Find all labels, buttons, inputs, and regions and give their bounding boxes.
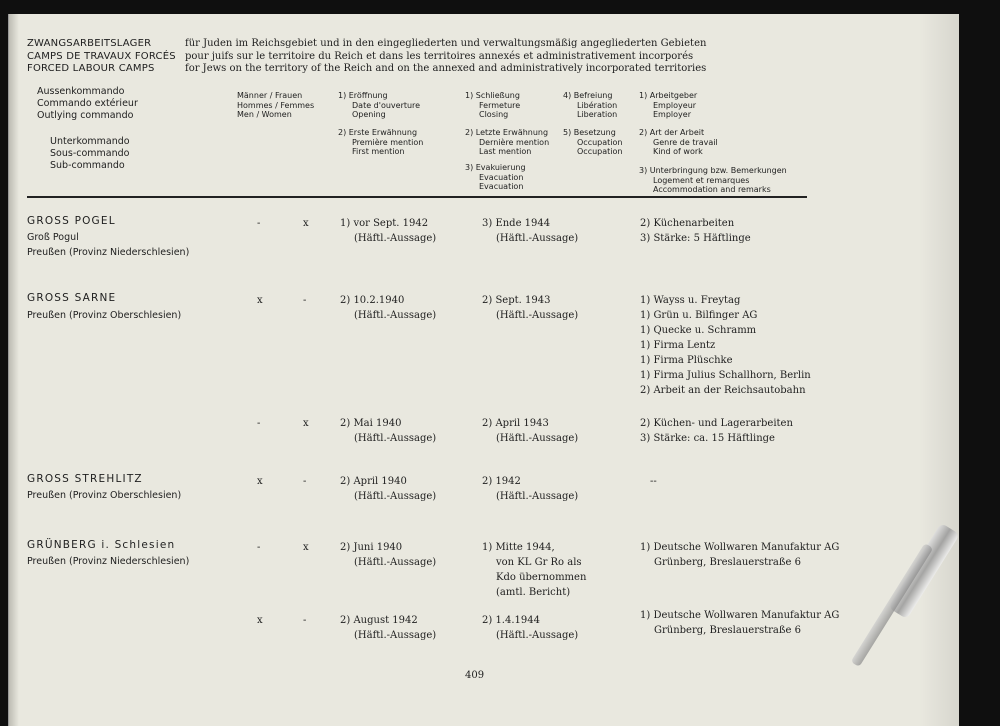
header-label: Evacuation xyxy=(479,182,524,191)
camp-name: GRÜNBERG i. Schlesien xyxy=(27,539,176,551)
cell-line: (Häftl.-Aussage) xyxy=(496,310,579,321)
opening-cell xyxy=(340,416,436,446)
header-label: Evacuation xyxy=(479,172,524,182)
work-cell xyxy=(640,416,793,446)
cell-line: 1) Grün u. Bilfinger AG xyxy=(640,310,758,321)
location-line: Preußen (Provinz Oberschlesien) xyxy=(27,310,182,321)
description-de: für Juden im Reichsgebiet und in den eingegliederten und verwaltungsmäßig angegliederten Gebieten xyxy=(185,38,707,49)
header-label: Männer / Frauen xyxy=(237,91,303,100)
header-label: Occupation xyxy=(577,137,623,147)
header-kind-of-work xyxy=(639,128,718,157)
cell-line: 3) Ende 1944 xyxy=(482,218,551,229)
women-mark: - xyxy=(303,295,307,306)
header-label: Logement et remarques xyxy=(653,175,750,185)
opening-cell xyxy=(340,474,436,504)
header-label: Sub-commando xyxy=(50,160,125,171)
cell-line: 1) Mitte 1944, xyxy=(482,542,555,553)
header-label: Dernière mention xyxy=(479,137,550,147)
header-label: Aussenkommando xyxy=(37,86,125,97)
header-label: 4) Befreiung xyxy=(563,91,613,100)
opening-cell xyxy=(340,613,436,643)
closing-cell xyxy=(482,540,586,600)
closing-cell xyxy=(482,293,578,323)
page-binding-shadow xyxy=(9,14,19,726)
header-label: 1) Schließung xyxy=(465,91,520,100)
header-outlying-commando xyxy=(37,86,138,122)
location-line: Preußen (Provinz Oberschlesien) xyxy=(27,490,182,501)
header-sex xyxy=(237,91,314,120)
header-label: Employeur xyxy=(653,100,697,110)
header-label: Genre de travail xyxy=(653,137,718,147)
camp-location xyxy=(27,230,189,260)
header-occupation xyxy=(563,128,622,157)
camp-name: GROSS SARNE xyxy=(27,292,117,304)
header-divider-rule xyxy=(27,196,807,198)
cell-line: 1) Firma Lentz xyxy=(640,340,716,351)
men-mark: x xyxy=(257,615,263,626)
camp-name: GROSS POGEL xyxy=(27,215,116,227)
cell-line: (Häftl.-Aussage) xyxy=(354,630,437,641)
camp-location xyxy=(27,488,181,503)
cell-line: 2) April 1943 xyxy=(482,418,549,429)
cell-line: 1) Wayss u. Freytag xyxy=(640,295,741,306)
cell-line: (Häftl.-Aussage) xyxy=(354,491,437,502)
location-line: Preußen (Provinz Niederschlesien) xyxy=(27,247,190,258)
cell-line: von KL Gr Ro als xyxy=(496,557,582,568)
header-liberation xyxy=(563,91,617,120)
men-mark: x xyxy=(257,476,263,487)
cell-line: 2) April 1940 xyxy=(340,476,407,487)
men-mark: x xyxy=(257,295,263,306)
closing-cell xyxy=(482,416,578,446)
work-cell xyxy=(640,293,811,398)
header-label: Date d'ouverture xyxy=(352,100,421,110)
header-label: Hommes / Femmes xyxy=(237,100,315,110)
work-cell xyxy=(640,540,839,570)
header-label: Employer xyxy=(653,110,691,119)
work-cell xyxy=(650,474,657,489)
header-label: Kind of work xyxy=(653,147,703,156)
women-mark: x xyxy=(303,218,309,229)
camp-location xyxy=(27,308,181,323)
opening-cell xyxy=(340,293,436,323)
cell-line: (amtl. Bericht) xyxy=(496,587,571,598)
header-label: Men / Women xyxy=(237,110,292,119)
location-line: Preußen (Provinz Niederschlesien) xyxy=(27,556,190,567)
closing-cell xyxy=(482,474,578,504)
camp-location xyxy=(27,554,189,569)
header-employer xyxy=(639,91,697,120)
camp-name: GROSS STREHLITZ xyxy=(27,473,143,485)
cell-line: 2) 1.4.1944 xyxy=(482,615,540,626)
header-evacuation xyxy=(465,163,526,192)
header-label: Sous-commando xyxy=(50,148,130,159)
header-opening xyxy=(338,91,420,120)
men-mark: - xyxy=(257,218,261,229)
cell-line: 2) Juni 1940 xyxy=(340,542,403,553)
cell-line: 2) 1942 xyxy=(482,476,521,487)
cell-line: 1) vor Sept. 1942 xyxy=(340,218,429,229)
header-label: Last mention xyxy=(479,147,532,156)
header-sub-commando xyxy=(50,136,130,172)
header-accommodation xyxy=(639,166,787,195)
header-label: Première mention xyxy=(352,137,424,147)
header-label: 1) Eröffnung xyxy=(338,91,388,100)
description-en: for Jews on the territory of the Reich and on the annexed and administratively incorporated territories xyxy=(185,63,707,74)
cell-line: (Häftl.-Aussage) xyxy=(354,233,437,244)
cell-line: (Häftl.-Aussage) xyxy=(496,433,579,444)
opening-cell xyxy=(340,216,436,246)
cell-line: 1) Firma Julius Schallhorn, Berlin xyxy=(640,370,811,381)
header-label: Fermeture xyxy=(479,100,521,110)
cell-line: 1) Quecke u. Schramm xyxy=(640,325,757,336)
cell-line: 1) Deutsche Wollwaren Manufaktur AG xyxy=(640,542,840,553)
header-label: Accommodation and remarks xyxy=(653,185,771,194)
men-mark: - xyxy=(257,418,261,429)
closing-cell xyxy=(482,216,578,246)
cell-line: Grünberg, Breslauerstraße 6 xyxy=(654,625,802,636)
location-line: Groß Pogul xyxy=(27,232,79,243)
cell-line: 3) Stärke: 5 Häftlinge xyxy=(640,233,751,244)
header-label: 2) Letzte Erwähnung xyxy=(465,128,549,137)
cell-line: (Häftl.-Aussage) xyxy=(496,233,579,244)
header-label: Commando extérieur xyxy=(37,98,138,109)
cell-line: (Häftl.-Aussage) xyxy=(354,433,437,444)
cell-line: 2) Küchenarbeiten xyxy=(640,218,735,229)
women-mark: - xyxy=(303,615,307,626)
cell-line: 2) Küchen- und Lagerarbeiten xyxy=(640,418,793,429)
header-label: 3) Unterbringung bzw. Bemerkungen xyxy=(639,166,787,175)
page-edge-shade xyxy=(919,14,959,726)
cell-line: Kdo übernommen xyxy=(496,572,587,583)
header-label: Closing xyxy=(479,110,509,119)
camp-title-en: FORCED LABOUR CAMPS xyxy=(27,63,155,74)
page-number: 409 xyxy=(465,670,485,681)
women-mark: - xyxy=(303,476,307,487)
cell-line: (Häftl.-Aussage) xyxy=(496,630,579,641)
header-last-mention xyxy=(465,128,549,157)
header-label: Libération xyxy=(577,100,618,110)
work-cell xyxy=(640,216,751,246)
opening-cell xyxy=(340,540,436,570)
camp-title-block xyxy=(27,38,176,76)
camp-title-de: ZWANGSARBEITSLAGER xyxy=(27,38,152,49)
header-label: 3) Evakuierung xyxy=(465,163,526,172)
work-cell xyxy=(640,608,839,638)
header-label: 2) Erste Erwähnung xyxy=(338,128,418,137)
header-closing xyxy=(465,91,520,120)
cell-line: 2) Arbeit an der Reichsautobahn xyxy=(640,385,806,396)
header-first-mention xyxy=(338,128,423,157)
women-mark: x xyxy=(303,418,309,429)
cell-line: -- xyxy=(650,476,657,487)
header-label: Liberation xyxy=(577,110,618,119)
cell-line: 2) 10.2.1940 xyxy=(340,295,405,306)
cell-line: (Häftl.-Aussage) xyxy=(354,310,437,321)
header-label: 5) Besetzung xyxy=(563,128,616,137)
header-label: 2) Art der Arbeit xyxy=(639,128,705,137)
cell-line: 2) August 1942 xyxy=(340,615,418,626)
header-label: Outlying commando xyxy=(37,110,134,121)
cell-line: 2) Sept. 1943 xyxy=(482,295,551,306)
header-label: Occupation xyxy=(577,147,623,156)
closing-cell xyxy=(482,613,578,643)
header-label: 1) Arbeitgeber xyxy=(639,91,698,100)
cell-line: 2) Mai 1940 xyxy=(340,418,402,429)
women-mark: x xyxy=(303,542,309,553)
cell-line: 1) Deutsche Wollwaren Manufaktur AG xyxy=(640,610,840,621)
cell-line: 1) Firma Plüschke xyxy=(640,355,733,366)
header-label: First mention xyxy=(352,147,405,156)
camp-description-block xyxy=(185,38,706,76)
header-label: Unterkommando xyxy=(50,136,130,147)
cell-line: (Häftl.-Aussage) xyxy=(496,491,579,502)
header-label: Opening xyxy=(352,110,386,119)
cell-line: (Häftl.-Aussage) xyxy=(354,557,437,568)
camp-title-fr: CAMPS DE TRAVAUX FORCÉS xyxy=(27,50,176,62)
description-fr: pour juifs sur le territoire du Reich et dans les territoires annexés et administrativement incorporés xyxy=(185,50,694,62)
cell-line: Grünberg, Breslauerstraße 6 xyxy=(654,557,802,568)
cell-line: 3) Stärke: ca. 15 Häftlinge xyxy=(640,433,775,444)
men-mark: - xyxy=(257,542,261,553)
